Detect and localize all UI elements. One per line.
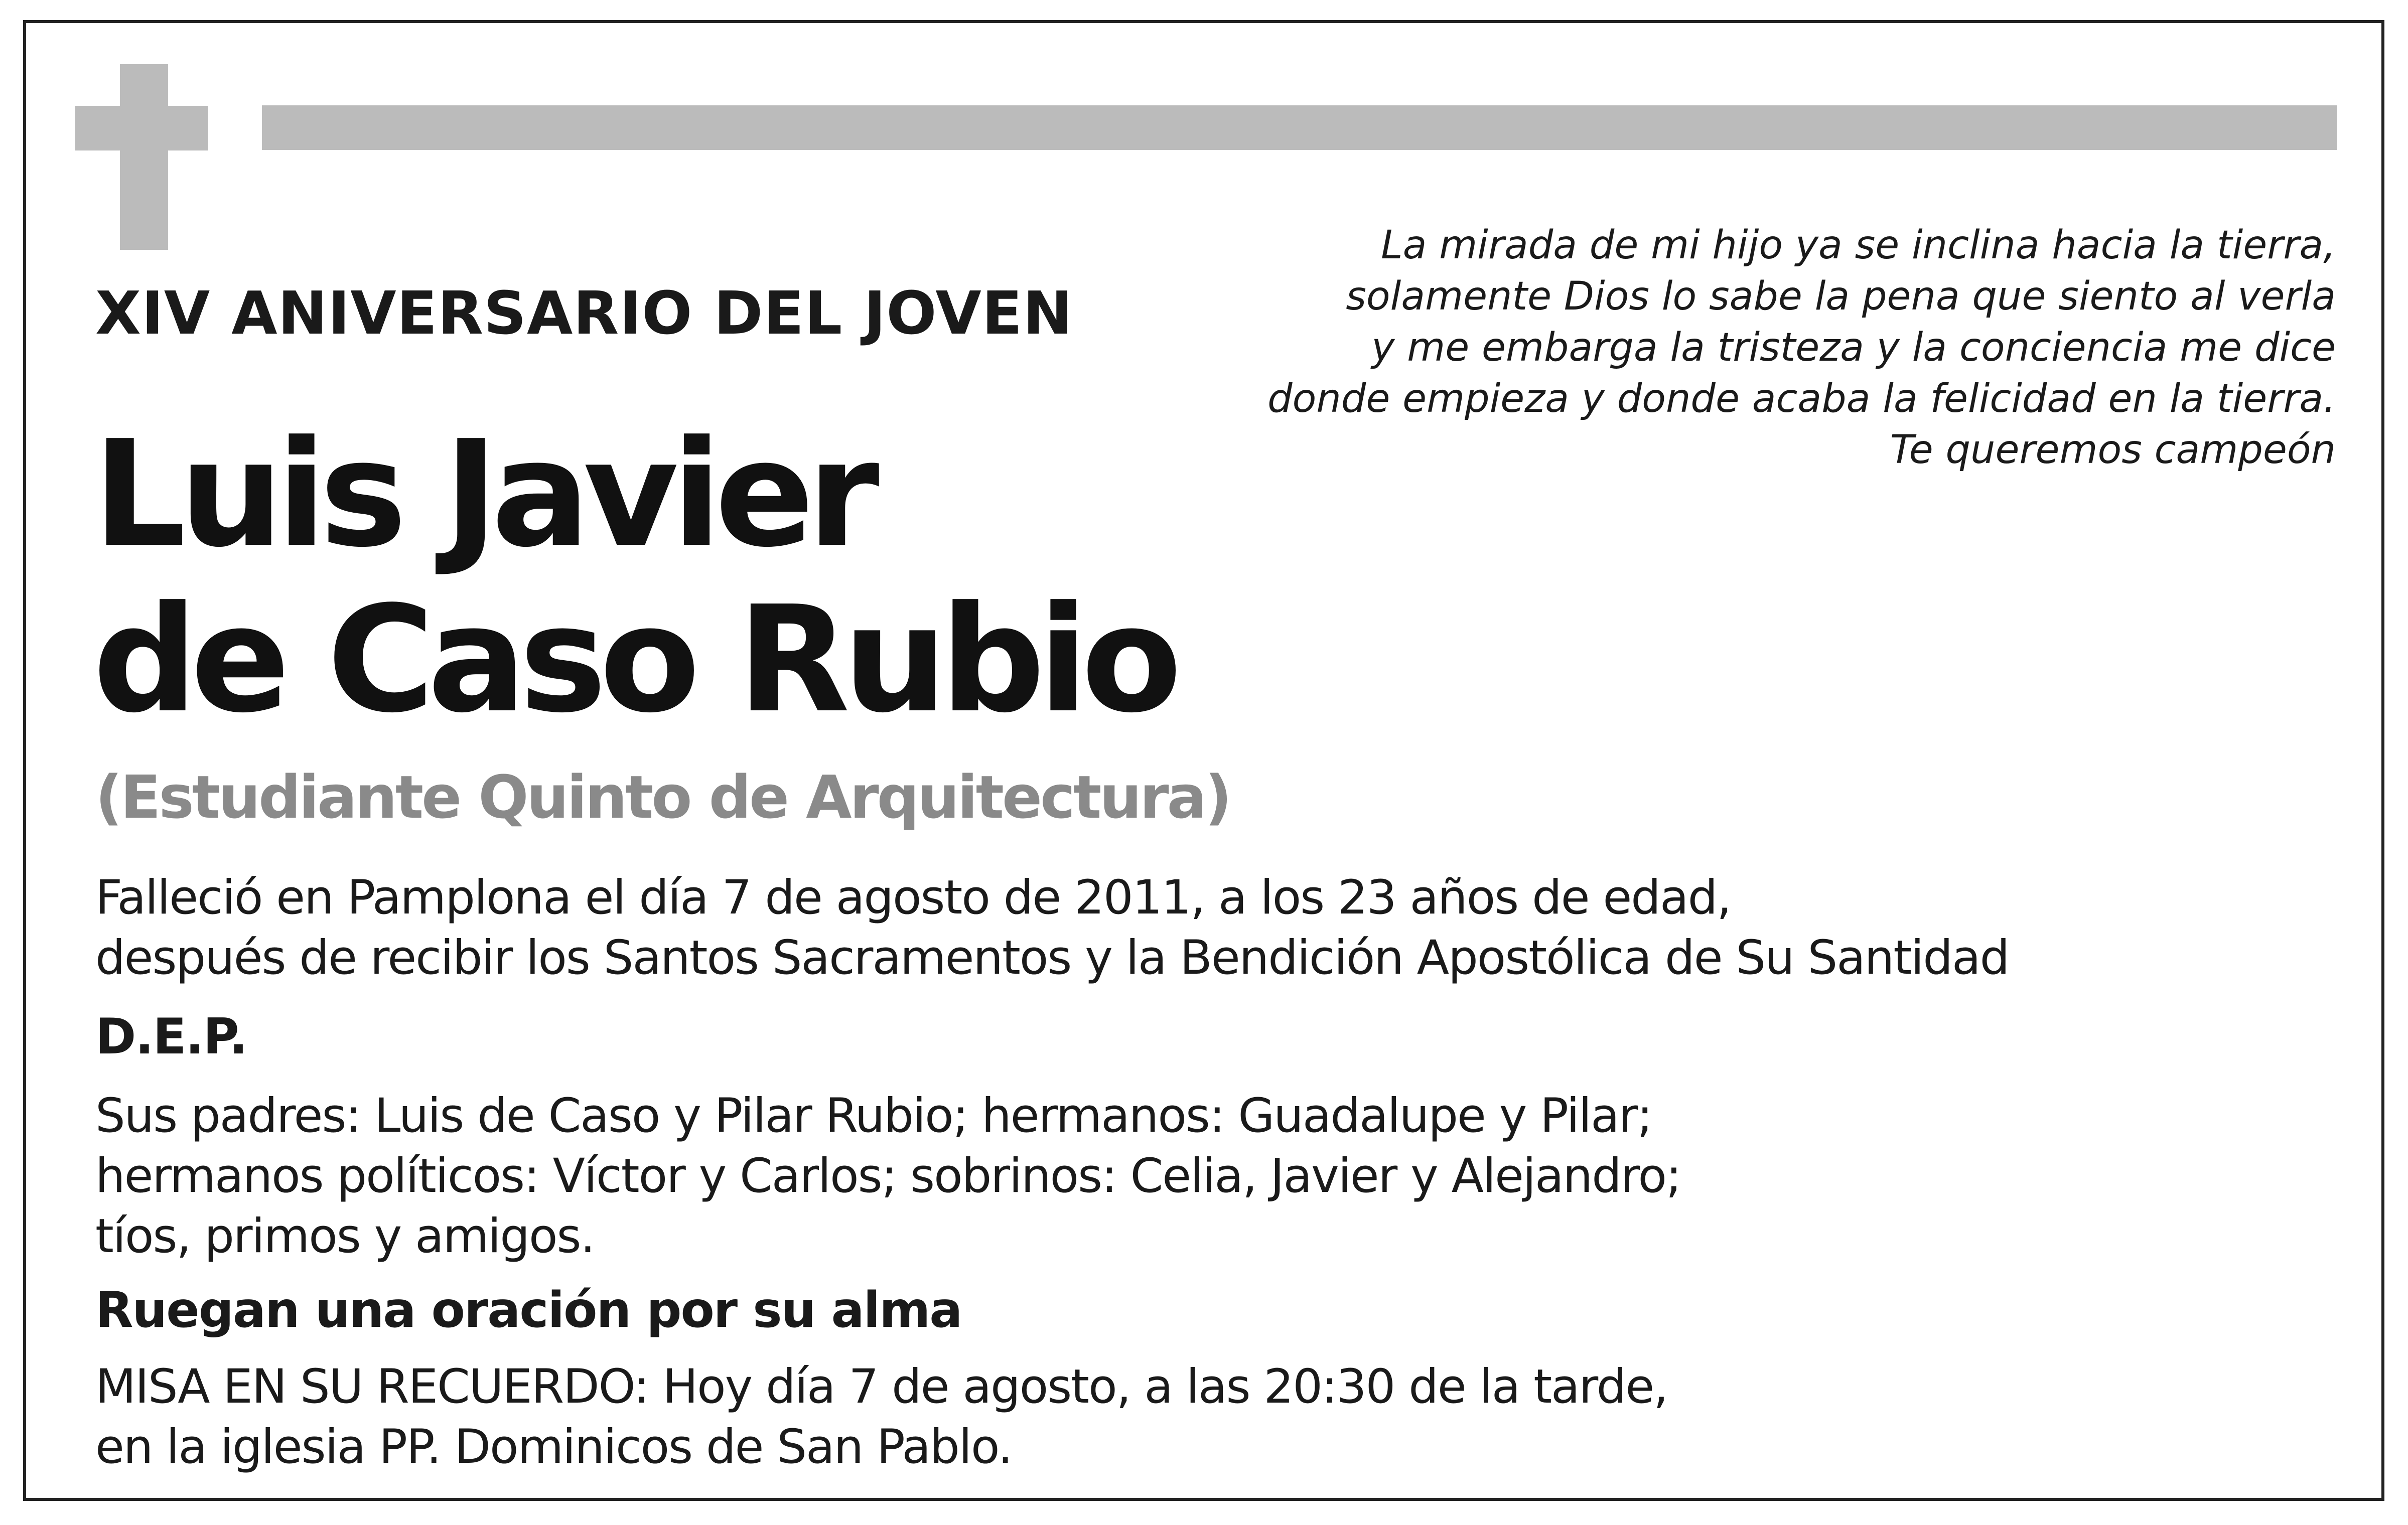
cross-icon-arm <box>75 106 208 150</box>
death-notice <box>95 868 2009 988</box>
family-list <box>95 1086 1681 1267</box>
prayer-request: Ruegan una oración por su alma <box>95 1282 962 1339</box>
death-line-2: después de recibir los Santos Sacramentos y la Bendición Apostólica de Su Santidad <box>95 931 2009 985</box>
dep-heading: D.E.P. <box>95 1008 247 1065</box>
verse-line: Te queremos campeón <box>1890 427 2336 473</box>
anniversary-heading: XIV ANIVERSARIO DEL JOVEN <box>95 278 1073 348</box>
name-line-1: Luis Javier <box>93 409 873 579</box>
death-line-1: Falleció en Pamplona el día 7 de agosto de 2011, a los 23 años de edad, <box>95 870 1731 925</box>
header-bar <box>262 105 2337 150</box>
family-line-1: Sus padres: Luis de Caso y Pilar Rubio; hermanos: Guadalupe y Pilar; <box>95 1089 1652 1143</box>
mass-line-2: en la iglesia PP. Dominicos de San Pablo. <box>95 1420 1012 1474</box>
deceased-name <box>93 409 1175 745</box>
verse-line: y me embarga la tristeza y la conciencia me dice <box>1371 325 2336 370</box>
family-line-2: hermanos políticos: Víctor y Carlos; sobrinos: Celia, Javier y Alejandro; <box>95 1149 1681 1203</box>
family-line-3: tíos, primos y amigos. <box>95 1209 595 1264</box>
verse-line: La mirada de mi hijo ya se inclina hacia la tierra, <box>1381 223 2336 268</box>
verse-line: donde empieza y donde acaba la felicidad en la tierra. <box>1267 376 2336 421</box>
verse-line: solamente Dios lo sabe la pena que siento al verla <box>1346 274 2336 319</box>
occupation: (Estudiante Quinto de Arquitectura) <box>95 763 1230 832</box>
cross-icon <box>120 64 168 250</box>
name-line-2: de Caso Rubio <box>93 574 1175 745</box>
mass-info <box>95 1357 1667 1477</box>
memorial-verse <box>1131 220 2336 476</box>
mass-line-1: MISA EN SU RECUERDO: Hoy día 7 de agosto, a las 20:30 de la tarde, <box>95 1359 1668 1414</box>
